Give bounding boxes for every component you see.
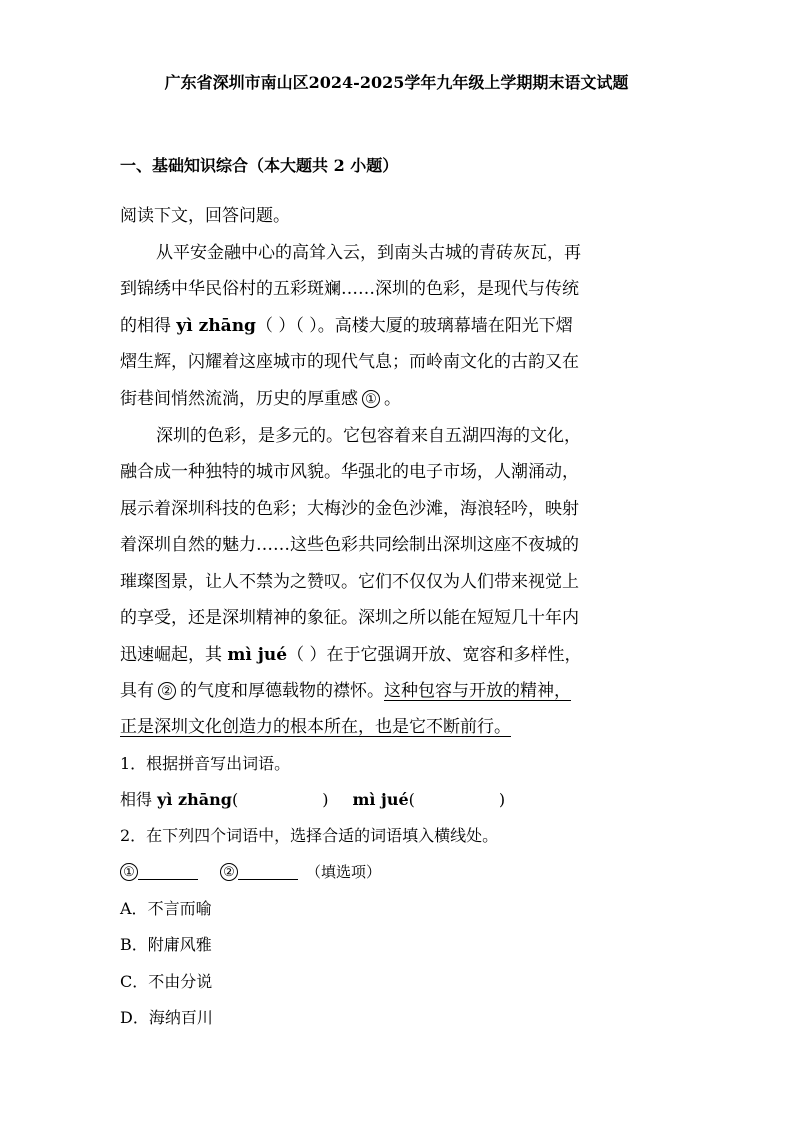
pinyin-text: mì jué	[227, 645, 288, 665]
passage-line	[120, 679, 571, 703]
pinyin-text: mì jué	[352, 790, 409, 809]
passage-line: 深圳的色彩，是多元的。它包容着来自五湖四海的文化，	[156, 426, 581, 446]
blank-marker	[358, 387, 384, 411]
option-letter: B．	[120, 935, 148, 954]
passage-text: （ ）（ ）。高楼大厦的玻璃幕墙在阳光下熠	[255, 316, 573, 336]
passage-line: 到锦绣中华民俗村的五彩斑斓……深圳的色彩，是现代与传统	[120, 279, 579, 299]
circled-number: ②	[220, 863, 238, 881]
paren-open: (	[408, 790, 415, 809]
passage-line: 从平安金融中心的高耸入云，到南头古城的青砖灰瓦，再	[156, 243, 581, 263]
passage-line	[120, 314, 573, 338]
passage-text: （ ）在于它强调开放、宽容和多样性，	[287, 645, 582, 665]
circled-number: ①	[362, 390, 380, 408]
passage-text: 具有	[120, 681, 154, 701]
pinyin-text: yì zhāng	[157, 790, 232, 809]
question-1-answer-line	[120, 788, 505, 812]
passage-text: 的气度和厚德载物的襟怀。	[180, 681, 384, 701]
hint-text: （填选项）	[306, 863, 382, 881]
fill-blank-2[interactable]	[238, 861, 298, 880]
option-letter: A．	[120, 899, 148, 918]
option-letter: D．	[120, 1008, 149, 1027]
passage-line: 璀璨图景，让人不禁为之赞叹。它们不仅仅为人们带来视觉上	[120, 572, 579, 592]
section-heading: 一、基础知识综合（本大题共 2 小题）	[120, 156, 399, 175]
passage-line: 着深圳自然的魅力……这些色彩共同绘制出深圳这座不夜城的	[120, 535, 579, 555]
option-text: 海纳百川	[148, 1008, 213, 1027]
blank-marker	[154, 679, 180, 703]
paren-open: (	[231, 790, 239, 809]
passage-text: 街巷间悄然流淌，历史的厚重感	[120, 389, 358, 409]
passage-line: 融合成一种独特的城市风貌。华强北的电子市场，人潮涌动，	[120, 462, 579, 482]
option-b	[120, 933, 212, 957]
underlined-sentence: 正是深圳文化创造力的根本所在，也是它不断前行。	[120, 717, 511, 737]
circled-number: ①	[120, 863, 138, 881]
answer-prefix: 相得	[120, 790, 158, 809]
document-title: 广东省深圳市南山区2024-2025学年九年级上学期期末语文试题	[164, 73, 629, 92]
passage-line	[120, 387, 401, 411]
pinyin-text: yì zhāng	[176, 316, 256, 336]
paren-close: )	[322, 790, 329, 809]
option-text: 附庸风雅	[147, 935, 212, 954]
paren-close: )	[498, 790, 506, 809]
option-c	[120, 970, 212, 994]
passage-line	[120, 643, 582, 667]
passage-line: 的享受，还是深圳精神的象征。深圳之所以能在短短几十年内	[120, 608, 579, 628]
underlined-sentence: 这种包容与开放的精神，	[384, 681, 571, 701]
passage-text: 的相得	[120, 316, 177, 336]
passage-text: 迅速崛起，其	[120, 645, 228, 665]
question-2-label: 2．在下列四个词语中，选择合适的词语填入横线处。	[120, 826, 499, 845]
option-letter: C．	[120, 972, 149, 991]
intro-text: 阅读下文，回答问题。	[120, 206, 290, 226]
option-text: 不由分说	[148, 972, 213, 991]
passage-line: 熠生辉，闪耀着这座城市的现代气息；而岭南文化的古韵又在	[120, 352, 579, 372]
question-2-blank-line	[120, 860, 381, 884]
passage-text: 。	[384, 389, 401, 409]
passage-line: 展示着深圳科技的色彩；大梅沙的金色沙滩，海浪轻吟，映射	[120, 499, 579, 519]
fill-blank-1[interactable]	[138, 861, 198, 880]
option-d	[120, 1006, 213, 1030]
option-text: 不言而喻	[147, 899, 212, 918]
question-1-label: 1．根据拼音写出词语。	[120, 754, 291, 773]
circled-number: ②	[158, 682, 176, 700]
option-a	[120, 897, 212, 921]
passage-line	[120, 715, 511, 739]
